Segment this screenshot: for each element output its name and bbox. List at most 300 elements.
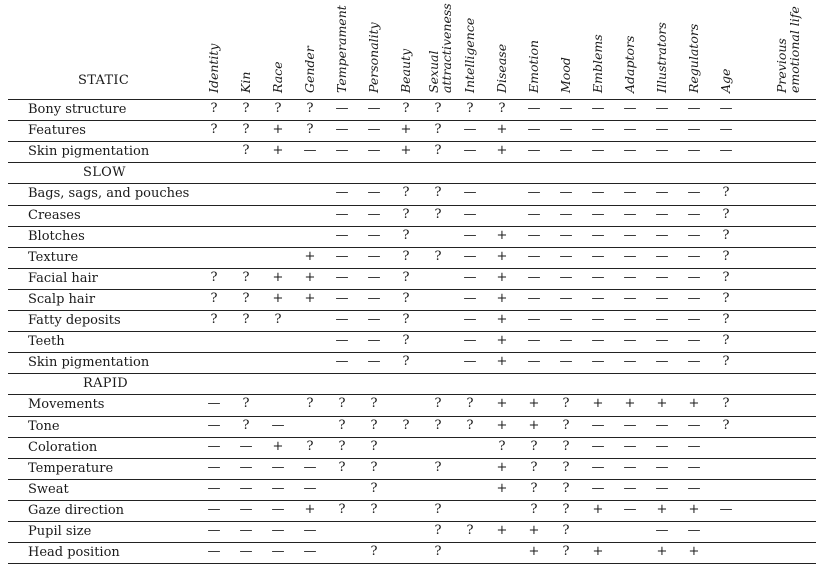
row-rule — [8, 310, 816, 311]
cell-emotion: + — [528, 523, 540, 538]
cell-emotion: — — [527, 101, 541, 116]
section-title-slow: SLOW — [83, 165, 126, 181]
cell-illustrators: — — [655, 438, 669, 454]
cell-age: ? — [722, 417, 730, 433]
cell-intelligence: — — [463, 354, 477, 370]
cell-age: ? — [722, 227, 730, 243]
cell-emotion: + — [528, 396, 540, 412]
column-header-adaptors: Adaptors — [622, 35, 637, 93]
cell-personality: — — [367, 206, 381, 222]
cell-race: ? — [274, 101, 282, 116]
cell-age: ? — [722, 290, 730, 306]
cell-age: — — [719, 501, 733, 517]
cell-gender: ? — [306, 438, 314, 454]
cell-intelligence: — — [463, 227, 477, 243]
section-title-static: STATIC — [78, 73, 130, 88]
cell-emotion: — — [527, 333, 541, 349]
cell-regulators: — — [687, 101, 701, 116]
cell-illustrators: — — [655, 417, 669, 433]
section-title-rapid: RAPID — [83, 376, 128, 392]
cell-personality: — — [367, 227, 381, 243]
cell-personality: — — [367, 333, 381, 349]
cell-adaptors: — — [623, 438, 637, 454]
cell-personality: — — [367, 185, 381, 201]
cell-illustrators: + — [656, 501, 668, 517]
cell-adaptors: — — [623, 143, 637, 159]
row-label: Features — [28, 123, 86, 139]
cell-kin: ? — [242, 101, 250, 116]
cell-intelligence: ? — [466, 101, 474, 116]
cell-intelligence: ? — [466, 396, 474, 412]
cell-regulators: — — [687, 312, 701, 327]
row-rule — [8, 205, 816, 206]
row-label: Sweat — [28, 481, 69, 497]
cell-emblems: — — [591, 185, 605, 201]
cell-mood: ? — [562, 459, 570, 475]
column-header-mood: Mood — [558, 57, 573, 93]
cell-age: ? — [722, 206, 730, 222]
cell-race: + — [272, 269, 284, 285]
cell-identity: — — [207, 459, 221, 475]
cell-age: ? — [722, 185, 730, 201]
row-rule — [8, 373, 816, 374]
cell-kin: ? — [242, 143, 250, 159]
column-header-sexual-attractiveness: Sexual attractiveness — [426, 3, 454, 93]
column-header-age: Age — [718, 68, 733, 93]
cell-emblems: — — [591, 269, 605, 285]
cell-beauty: + — [400, 122, 412, 138]
cell-identity: ? — [210, 269, 218, 285]
cell-emotion: — — [527, 290, 541, 306]
cell-beauty: ? — [402, 417, 410, 433]
row-label: Pupil size — [28, 524, 92, 539]
cell-identity: — — [207, 396, 221, 412]
cell-disease: + — [496, 459, 508, 475]
cell-age: — — [719, 101, 733, 116]
cell-mood: — — [559, 269, 573, 285]
cell-emblems: — — [591, 459, 605, 475]
cell-identity: ? — [210, 122, 218, 138]
cell-emotion: ? — [530, 501, 538, 517]
row-rule — [8, 416, 816, 417]
cell-disease: + — [496, 290, 508, 306]
cell-emblems: — — [591, 248, 605, 264]
cell-mood: ? — [562, 523, 570, 538]
cell-personality: — — [367, 122, 381, 138]
cell-personality: — — [367, 101, 381, 116]
cell-emblems: — — [591, 354, 605, 370]
row-label: Fatty deposits — [28, 313, 121, 328]
column-header-regulators: Regulators — [686, 23, 701, 93]
cell-personality: — — [367, 354, 381, 370]
row-rule — [8, 331, 816, 332]
cell-gender: — — [303, 459, 317, 475]
cell-emotion: ? — [530, 480, 538, 496]
cell-emotion: + — [528, 417, 540, 433]
cell-personality: ? — [370, 396, 378, 412]
cell-emblems: — — [591, 290, 605, 306]
cell-beauty: ? — [402, 185, 410, 201]
cell-personality: — — [367, 290, 381, 306]
cell-beauty: ? — [402, 206, 410, 222]
cell-illustrators: — — [655, 459, 669, 475]
cell-intelligence: — — [463, 290, 477, 306]
cell-adaptors: — — [623, 333, 637, 349]
cell-identity: ? — [210, 312, 218, 327]
cell-mood: — — [559, 143, 573, 159]
cell-temperament: — — [335, 122, 349, 138]
cell-intelligence: ? — [466, 417, 474, 433]
cell-identity: — — [207, 417, 221, 433]
cell-disease: + — [496, 354, 508, 370]
cell-personality: ? — [370, 501, 378, 517]
cell-sexual-attractiveness: ? — [434, 248, 442, 264]
cell-temperament: — — [335, 333, 349, 349]
cell-race: + — [272, 122, 284, 138]
cell-personality: ? — [370, 544, 378, 560]
cell-kin: ? — [242, 396, 250, 412]
cell-kin: — — [239, 544, 253, 560]
row-label: Creases — [28, 207, 81, 223]
cell-emotion: — — [527, 185, 541, 201]
column-header-identity: Identity — [206, 43, 221, 93]
cell-age: ? — [722, 269, 730, 285]
cell-emotion: — — [527, 269, 541, 285]
cell-personality: — — [367, 269, 381, 285]
cell-intelligence: — — [463, 312, 477, 327]
cell-regulators: — — [687, 333, 701, 349]
cell-sexual-attractiveness: ? — [434, 417, 442, 433]
cell-disease: + — [496, 417, 508, 433]
cell-identity: — — [207, 523, 221, 538]
cell-emotion: + — [528, 544, 540, 560]
cell-intelligence: — — [463, 333, 477, 349]
cell-regulators: — — [687, 480, 701, 496]
cell-disease: + — [496, 122, 508, 138]
cell-beauty: ? — [402, 354, 410, 370]
cell-race: + — [272, 438, 284, 454]
cell-race: + — [272, 143, 284, 159]
cell-regulators: + — [688, 501, 700, 517]
cell-temperament: — — [335, 143, 349, 159]
cell-mood: ? — [562, 501, 570, 517]
cell-temperament: — — [335, 269, 349, 285]
row-label: Tone — [28, 418, 60, 434]
cell-personality: ? — [370, 480, 378, 496]
cell-emotion: — — [527, 248, 541, 264]
cell-sexual-attractiveness: ? — [434, 206, 442, 222]
row-rule — [8, 500, 816, 501]
cell-kin: — — [239, 480, 253, 496]
cell-gender: — — [303, 143, 317, 159]
cell-age: ? — [722, 354, 730, 370]
cell-emblems: — — [591, 206, 605, 222]
cell-age: ? — [722, 333, 730, 349]
cell-illustrators: — — [655, 185, 669, 201]
column-header-kin: Kin — [238, 71, 253, 93]
cell-emotion: — — [527, 206, 541, 222]
column-header-gender: Gender — [302, 46, 317, 93]
cell-age: ? — [722, 248, 730, 264]
cell-mood: — — [559, 206, 573, 222]
cell-kin: ? — [242, 417, 250, 433]
cell-personality: ? — [370, 438, 378, 454]
cell-illustrators: — — [655, 143, 669, 159]
cell-intelligence: ? — [466, 523, 474, 538]
row-label: Bony structure — [28, 102, 127, 117]
column-header-race: Race — [270, 61, 285, 93]
cell-kin: ? — [242, 122, 250, 138]
cell-kin: — — [239, 501, 253, 517]
cell-intelligence: — — [463, 206, 477, 222]
cell-age: — — [719, 122, 733, 138]
cell-kin: ? — [242, 290, 250, 306]
cell-adaptors: — — [623, 417, 637, 433]
column-header-intelligence: Intelligence — [462, 17, 477, 93]
cell-disease: ? — [498, 101, 506, 116]
cell-gender: — — [303, 523, 317, 538]
cell-gender: ? — [306, 396, 314, 412]
cell-temperament: — — [335, 185, 349, 201]
cell-disease: ? — [498, 438, 506, 454]
cell-regulators: — — [687, 206, 701, 222]
cell-race: ? — [274, 312, 282, 327]
cell-emblems: — — [591, 312, 605, 327]
column-header-previous-emotional-life: Previous emotional life — [774, 6, 802, 93]
cell-illustrators: — — [655, 101, 669, 116]
row-label: Movements — [28, 397, 105, 413]
row-rule — [8, 141, 816, 142]
cell-intelligence: — — [463, 143, 477, 159]
cell-mood: — — [559, 333, 573, 349]
cell-temperament: ? — [338, 396, 346, 412]
cell-identity: ? — [210, 101, 218, 116]
cell-disease: + — [496, 269, 508, 285]
column-header-illustrators: Illustrators — [654, 22, 669, 93]
cell-regulators: — — [687, 269, 701, 285]
row-label: Skin pigmentation — [28, 144, 150, 160]
cell-illustrators: — — [655, 333, 669, 349]
cell-intelligence: — — [463, 248, 477, 264]
cell-age: — — [719, 143, 733, 159]
cell-emblems: — — [591, 101, 605, 116]
cell-age: ? — [722, 396, 730, 412]
cell-sexual-attractiveness: ? — [434, 544, 442, 560]
cell-sexual-attractiveness: ? — [434, 501, 442, 517]
cell-beauty: ? — [402, 333, 410, 349]
cell-gender: — — [303, 480, 317, 496]
column-header-personality: Personality — [366, 22, 381, 93]
cell-mood: — — [559, 290, 573, 306]
cell-temperament: ? — [338, 459, 346, 475]
cell-adaptors: — — [623, 185, 637, 201]
cell-race: — — [271, 544, 285, 560]
cell-illustrators: — — [655, 523, 669, 538]
cell-mood: — — [559, 185, 573, 201]
cell-adaptors: — — [623, 480, 637, 496]
cell-temperament: — — [335, 227, 349, 243]
cell-sexual-attractiveness: ? — [434, 185, 442, 201]
cell-mood: ? — [562, 417, 570, 433]
cell-illustrators: + — [656, 396, 668, 412]
cell-mood: — — [559, 354, 573, 370]
cell-mood: — — [559, 227, 573, 243]
cell-adaptors: — — [623, 501, 637, 517]
cell-temperament: — — [335, 248, 349, 264]
cell-emotion: — — [527, 122, 541, 138]
row-rule — [8, 247, 816, 248]
cell-beauty: + — [400, 143, 412, 159]
cell-temperament: — — [335, 354, 349, 370]
cell-identity: ? — [210, 290, 218, 306]
cell-mood: — — [559, 248, 573, 264]
row-label: Head position — [28, 545, 120, 561]
cell-mood: — — [559, 122, 573, 138]
column-header-emotion: Emotion — [526, 39, 541, 93]
cell-adaptors: — — [623, 312, 637, 327]
cell-illustrators: + — [656, 544, 668, 560]
cell-adaptors: — — [623, 227, 637, 243]
cell-disease: + — [496, 143, 508, 159]
cell-gender: + — [304, 290, 316, 306]
row-rule — [8, 183, 816, 184]
cell-age: ? — [722, 312, 730, 327]
row-label: Skin pigmentation — [28, 355, 150, 371]
cell-regulators: — — [687, 523, 701, 538]
cell-emotion: — — [527, 143, 541, 159]
cell-personality: ? — [370, 417, 378, 433]
cell-emblems: — — [591, 333, 605, 349]
row-label: Bags, sags, and pouches — [28, 186, 190, 202]
cell-gender: ? — [306, 122, 314, 138]
cell-emblems: — — [591, 227, 605, 243]
cell-illustrators: — — [655, 122, 669, 138]
row-label: Scalp hair — [28, 291, 96, 307]
cell-personality: — — [367, 143, 381, 159]
cell-beauty: ? — [402, 248, 410, 264]
cell-illustrators: — — [655, 354, 669, 370]
cell-beauty: ? — [402, 269, 410, 285]
cell-adaptors: — — [623, 248, 637, 264]
cell-adaptors: — — [623, 101, 637, 116]
cell-kin: ? — [242, 269, 250, 285]
row-label: Blotches — [28, 228, 85, 244]
cell-regulators: — — [687, 438, 701, 454]
cell-emblems: — — [591, 417, 605, 433]
cell-adaptors: — — [623, 269, 637, 285]
row-rule — [8, 352, 816, 353]
cell-adaptors: — — [623, 122, 637, 138]
cell-regulators: — — [687, 417, 701, 433]
cell-emotion: — — [527, 227, 541, 243]
cell-emblems: — — [591, 480, 605, 496]
cell-emblems: + — [592, 396, 604, 412]
cell-temperament: — — [335, 101, 349, 116]
cell-emblems: — — [591, 143, 605, 159]
cell-emblems: — — [591, 438, 605, 454]
cell-disease: + — [496, 227, 508, 243]
cell-regulators: + — [688, 544, 700, 560]
cell-regulators: — — [687, 354, 701, 370]
cell-regulators: — — [687, 185, 701, 201]
cell-adaptors: — — [623, 354, 637, 370]
row-label: Gaze direction — [28, 502, 125, 518]
cell-sexual-attractiveness: ? — [434, 122, 442, 138]
cell-personality: ? — [370, 459, 378, 475]
cell-kin: — — [239, 523, 253, 538]
cell-race: — — [271, 459, 285, 475]
row-rule — [8, 289, 816, 290]
cell-regulators: — — [687, 290, 701, 306]
cell-mood: — — [559, 101, 573, 116]
cell-beauty: ? — [402, 312, 410, 327]
cell-disease: + — [496, 312, 508, 327]
cell-regulators: + — [688, 396, 700, 412]
cell-sexual-attractiveness: ? — [434, 459, 442, 475]
cell-regulators: — — [687, 143, 701, 159]
cell-emotion: ? — [530, 459, 538, 475]
cell-emotion: — — [527, 354, 541, 370]
cell-emotion: ? — [530, 438, 538, 454]
cell-temperament: ? — [338, 501, 346, 517]
cell-mood: ? — [562, 396, 570, 412]
row-label: Facial hair — [28, 270, 98, 286]
cell-gender: + — [304, 248, 316, 264]
row-rule — [8, 521, 816, 522]
cell-race: — — [271, 480, 285, 496]
cell-disease: + — [496, 248, 508, 264]
cell-illustrators: — — [655, 312, 669, 327]
cell-emblems: + — [592, 544, 604, 560]
row-rule — [8, 542, 816, 543]
cell-personality: — — [367, 248, 381, 264]
cell-personality: — — [367, 312, 381, 327]
row-label: Coloration — [28, 439, 98, 455]
cell-identity: — — [207, 544, 221, 560]
row-rule — [8, 458, 816, 459]
row-rule — [8, 479, 816, 480]
cell-disease: + — [496, 480, 508, 496]
cell-identity: — — [207, 438, 221, 454]
cell-emblems: — — [591, 122, 605, 138]
row-rule — [8, 268, 816, 269]
cell-emblems: + — [592, 501, 604, 517]
column-header-beauty: Beauty — [398, 48, 413, 93]
cell-gender: + — [304, 269, 316, 285]
cell-emotion: — — [527, 312, 541, 327]
cell-kin: — — [239, 438, 253, 454]
cell-adaptors: — — [623, 459, 637, 475]
cell-intelligence: — — [463, 269, 477, 285]
cell-gender: — — [303, 544, 317, 560]
row-rule — [8, 162, 816, 163]
cell-regulators: — — [687, 248, 701, 264]
cell-sexual-attractiveness: ? — [434, 143, 442, 159]
cell-regulators: — — [687, 227, 701, 243]
cell-disease: + — [496, 523, 508, 538]
cell-illustrators: — — [655, 248, 669, 264]
cell-adaptors: + — [624, 396, 636, 412]
cell-mood: ? — [562, 438, 570, 454]
cell-adaptors: — — [623, 290, 637, 306]
column-header-emblems: Emblems — [590, 34, 605, 93]
row-label: Teeth — [28, 334, 65, 350]
cell-temperament: ? — [338, 417, 346, 433]
row-rule — [8, 563, 816, 564]
cell-race: — — [271, 417, 285, 433]
cell-illustrators: — — [655, 480, 669, 496]
cell-beauty: ? — [402, 227, 410, 243]
